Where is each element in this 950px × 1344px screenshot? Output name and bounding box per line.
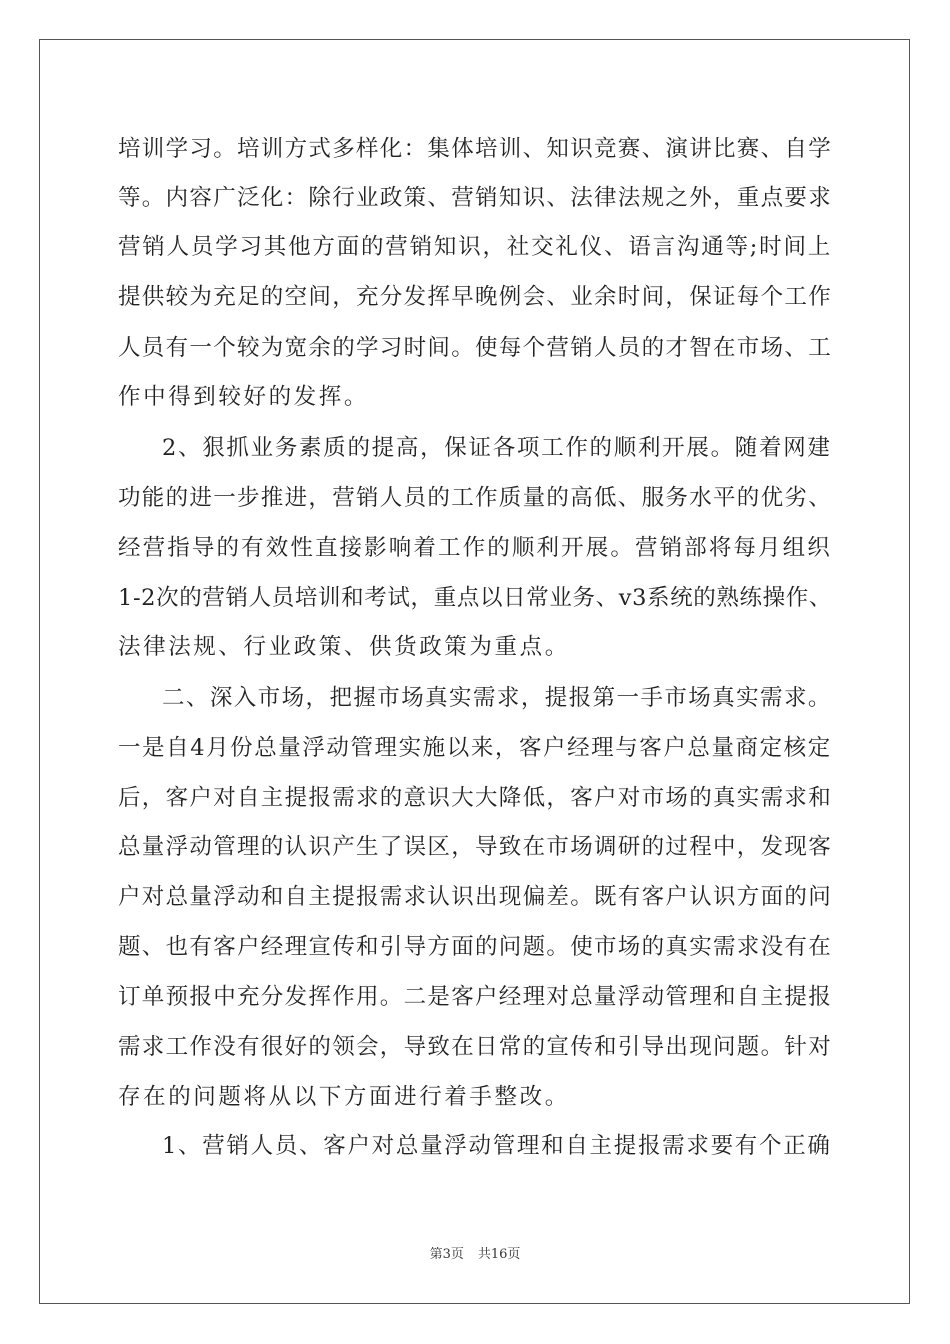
paragraph-line: 功能的进一步推进，营销人员的工作质量的高低、服务水平的优劣、 [118, 485, 833, 511]
total-pages: 共16页 [477, 1247, 521, 1262]
paragraph-line: 后，客户对自主提报需求的意识大大降低，客户对市场的真实需求和 [118, 785, 833, 811]
page-border [39, 39, 910, 1304]
paragraph-line: 户对总量浮动和自主提报需求认识出现偏差。既有客户认识方面的问 [118, 884, 833, 910]
paragraph-line: 总量浮动管理的认识产生了误区，导致在市场调研的过程中，发现客 [118, 834, 833, 860]
paragraph-line: 等。内容广泛化：除行业政策、营销知识、法律法规之外，重点要求 [118, 185, 833, 211]
paragraph-line: 1、营销人员、客户对总量浮动管理和自主提报需求要有个正确 [162, 1133, 832, 1159]
paragraph-line: 2、狠抓业务素质的提高，保证各项工作的顺利开展。随着网建 [162, 435, 832, 461]
paragraph-line: 需求工作没有很好的领会，导致在日常的宣传和引导出现问题。针对 [118, 1034, 833, 1060]
paragraph-line: 二、深入市场，把握市场真实需求，提报第一手市场真实需求。 [162, 685, 832, 711]
paragraph-line: 法律法规、行业政策、供货政策为重点。 [118, 634, 570, 660]
paragraph-line: 1-2次的营销人员培训和考试，重点以日常业务、v3系统的熟练操作、 [118, 585, 833, 611]
paragraph-line: 提供较为充足的空间，充分发挥早晚例会、业余时间，保证每个工作 [118, 284, 833, 310]
paragraph-line: 经营指导的有效性直接影响着工作的顺利开展。营销部将每月组织 [118, 535, 832, 561]
paragraph-line: 订单预报中充分发挥作用。二是客户经理对总量浮动管理和自主提报 [118, 984, 833, 1010]
paragraph-line: 营销人员学习其他方面的营销知识，社交礼仪、语言沟通等;时间上 [118, 234, 833, 260]
paragraph-line: 存在的问题将从以下方面进行着手整改。 [118, 1084, 570, 1110]
paragraph-line: 作中得到较好的发挥。 [118, 384, 370, 410]
page-number: 第3页 [429, 1247, 464, 1262]
paragraph-line: 培训学习。培训方式多样化：集体培训、知识竞赛、演讲比赛、自学 [118, 136, 833, 162]
paragraph-line: 一是自4月份总量浮动管理实施以来，客户经理与客户总量商定核定 [118, 735, 832, 761]
paragraph-line: 人员有一个较为宽余的学习时间。使每个营销人员的才智在市场、工 [118, 335, 833, 361]
paragraph-line: 题、也有客户经理宣传和引导方面的问题。使市场的真实需求没有在 [118, 934, 833, 960]
page-footer [0, 1243, 950, 1262]
